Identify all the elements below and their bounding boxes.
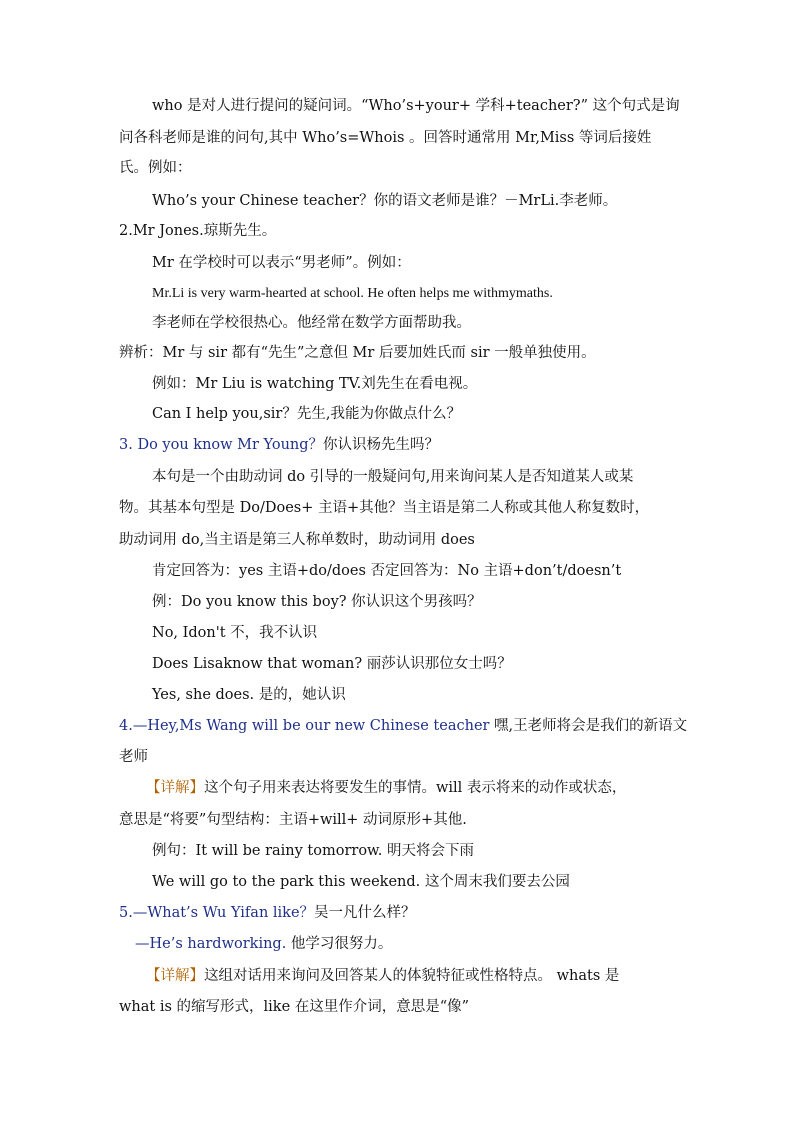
example-line: 例句：It will be rainy tomorrow. 明天将会下雨	[152, 843, 474, 859]
answer-english: —He’s hardworking.	[135, 936, 287, 952]
paragraph-line: 氏。例如：	[119, 160, 192, 176]
paragraph-line: 问各科老师是谁的问句,其中 Who’s=Whois 。回答时通常用 Mr,Miss 等词后接姓	[119, 130, 652, 146]
detail-text: 这组对话用来询问及回答某人的体貌特征或性格特点。 whats 是	[204, 968, 620, 984]
paragraph-line: 意思是“将要”句型结构：主语+will+ 动词原形+其他.	[119, 812, 467, 828]
example-line: Mr.Li is very warm-hearted at school. He often helps me withmymaths.	[152, 286, 553, 301]
detail-tag: 【详解】	[146, 780, 204, 796]
heading-english: 4.—Hey,Ms Wang will be our new Chinese teacher	[119, 718, 490, 734]
paragraph-line: 辨析：Mr 与 sir 都有“先生”之意但 Mr 后要加姓氏而 sir 一般单独使用。	[119, 345, 596, 361]
heading-chinese: 嘿,王老师将会是我们的新语文	[489, 718, 688, 734]
dialogue-line	[135, 934, 392, 954]
example-line: Yes, she does. 是的，她认识	[152, 687, 346, 703]
paragraph-line: 本句是一个由助动词 do 引导的一般疑问句,用来询问某人是否知道某人或某	[152, 469, 634, 485]
section-heading	[119, 435, 439, 455]
detail-text: 这个句子用来表达将要发生的事情。will 表示将来的动作或状态，	[204, 780, 627, 796]
paragraph-line: 物。其基本句型是 Do/Does+ 主语+其他？当主语是第二人称或其他人称复数时，	[119, 500, 650, 516]
heading-chinese: 吴一凡什么样？	[314, 905, 416, 921]
example-line: 例如：Mr Liu is watching TV.刘先生在看电视。	[152, 376, 478, 392]
example-line: Can I help you,sir？先生,我能为你做点什么？	[152, 406, 461, 422]
paragraph-line: who 是对人进行提问的疑问词。“Who’s+your+ 学科+teacher?” 这个句式是询	[152, 98, 680, 114]
section-heading	[119, 716, 687, 736]
example-line: Who’s your Chinese teacher？你的语文老师是谁？－MrLi.李老师。	[152, 193, 618, 209]
paragraph-line: 助动词用 do,当主语是第三人称单数时，助动词用 does	[119, 532, 475, 548]
section-heading	[119, 903, 416, 923]
example-line: 例：Do you know this boy? 你认识这个男孩吗？	[152, 594, 482, 610]
heading-english: 3. Do you know Mr Young？	[119, 437, 324, 453]
section-heading: 2.Mr Jones.琼斯先生。	[119, 223, 277, 239]
paragraph-line: what is 的缩写形式，like 在这里作介词，意思是“像”	[119, 999, 470, 1015]
paragraph-line	[146, 778, 626, 798]
answer-chinese: 他学习很努力。	[286, 936, 393, 952]
heading-english: 5.—What’s Wu Yifan like？	[119, 905, 315, 921]
example-line: Does Lisaknow that woman? 丽莎认识那位女士吗？	[152, 656, 512, 672]
example-line: We will go to the park this weekend. 这个周末我们要去公园	[152, 874, 570, 890]
example-line: No, Idon't 不，我不认识	[152, 625, 318, 641]
paragraph-line: 老师	[119, 749, 148, 765]
detail-tag: 【详解】	[146, 968, 204, 984]
paragraph-line	[146, 966, 619, 986]
paragraph-line: 肯定回答为：yes 主语+do/does 否定回答为：No 主语+don’t/doesn’t	[152, 563, 622, 579]
heading-chinese: 你认识杨先生吗？	[323, 437, 440, 453]
example-translation: 李老师在学校很热心。他经常在数学方面帮助我。	[152, 315, 471, 331]
paragraph-line: Mr 在学校时可以表示“男老师”。例如：	[152, 255, 411, 271]
